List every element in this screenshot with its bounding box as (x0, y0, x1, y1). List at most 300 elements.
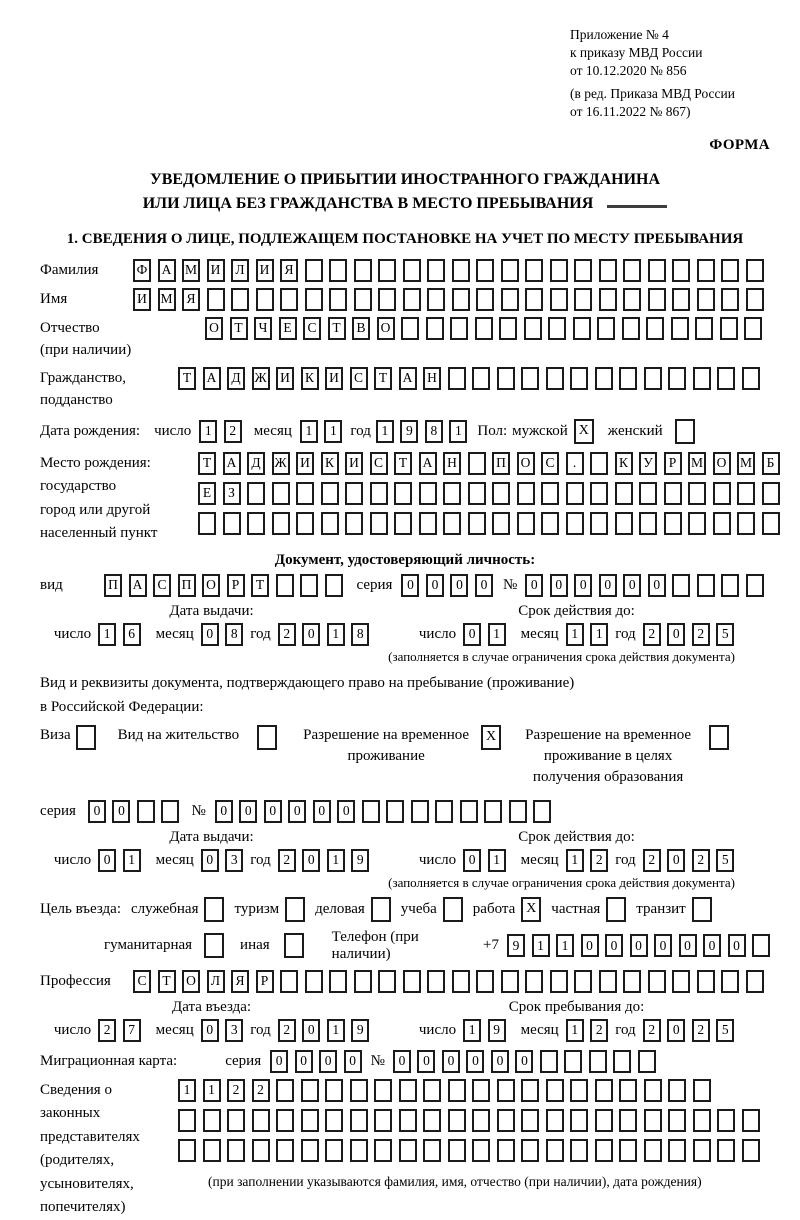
visa-checkbox[interactable] (76, 725, 96, 750)
purpose-official-checkbox[interactable] (204, 897, 224, 922)
form-cell[interactable] (672, 288, 690, 311)
form-cell[interactable] (613, 1050, 631, 1073)
form-cell[interactable]: С (153, 574, 171, 597)
form-cell[interactable]: 0 (313, 800, 331, 823)
form-cell[interactable] (252, 1139, 270, 1162)
form-cell[interactable]: К (321, 452, 339, 475)
form-cell[interactable] (574, 288, 592, 311)
form-cell[interactable] (203, 1139, 221, 1162)
form-cell[interactable] (693, 367, 711, 390)
form-cell[interactable] (223, 512, 241, 535)
form-cell[interactable] (276, 1139, 294, 1162)
form-cell[interactable] (227, 1139, 245, 1162)
purpose-private-checkbox[interactable] (606, 897, 626, 922)
form-cell[interactable]: 0 (667, 849, 685, 872)
form-cell[interactable]: 1 (488, 849, 506, 872)
male-checkbox[interactable]: X (574, 419, 594, 444)
form-cell[interactable] (720, 317, 738, 340)
form-cell[interactable]: 6 (123, 623, 141, 646)
form-cell[interactable]: 0 (574, 574, 592, 597)
form-cell[interactable] (475, 317, 493, 340)
form-cell[interactable]: М (737, 452, 755, 475)
form-cell[interactable] (272, 482, 290, 505)
form-cell[interactable] (742, 367, 760, 390)
form-cell[interactable]: Я (182, 288, 200, 311)
form-cell[interactable]: А (223, 452, 241, 475)
form-cell[interactable]: Н (423, 367, 441, 390)
form-cell[interactable] (423, 1109, 441, 1132)
form-cell[interactable] (619, 367, 637, 390)
form-cell[interactable] (443, 512, 461, 535)
form-cell[interactable]: 1 (98, 623, 116, 646)
form-cell[interactable]: 7 (123, 1019, 141, 1042)
form-cell[interactable] (497, 1079, 515, 1102)
form-cell[interactable] (644, 1079, 662, 1102)
form-cell[interactable] (525, 970, 543, 993)
form-cell[interactable]: 0 (319, 1050, 337, 1073)
form-cell[interactable] (623, 970, 641, 993)
form-cell[interactable] (403, 288, 421, 311)
form-cell[interactable] (468, 512, 486, 535)
form-cell[interactable] (570, 1139, 588, 1162)
form-cell[interactable]: 2 (643, 849, 661, 872)
form-cell[interactable]: 1 (327, 849, 345, 872)
form-cell[interactable] (468, 452, 486, 475)
form-cell[interactable] (301, 1139, 319, 1162)
form-cell[interactable] (546, 367, 564, 390)
form-cell[interactable] (231, 288, 249, 311)
form-cell[interactable] (325, 1109, 343, 1132)
form-cell[interactable]: 2 (227, 1079, 245, 1102)
form-cell[interactable] (619, 1079, 637, 1102)
form-cell[interactable]: 0 (654, 934, 672, 957)
form-cell[interactable] (296, 512, 314, 535)
form-cell[interactable]: 5 (716, 1019, 734, 1042)
form-cell[interactable] (599, 970, 617, 993)
form-cell[interactable]: 0 (302, 623, 320, 646)
form-cell[interactable]: 0 (442, 1050, 460, 1073)
form-cell[interactable]: Д (227, 367, 245, 390)
form-cell[interactable]: О (517, 452, 535, 475)
form-cell[interactable]: 0 (667, 1019, 685, 1042)
form-cell[interactable]: 1 (199, 420, 217, 443)
form-cell[interactable] (497, 1139, 515, 1162)
form-cell[interactable]: 1 (376, 420, 394, 443)
form-cell[interactable] (427, 288, 445, 311)
form-cell[interactable] (671, 317, 689, 340)
form-cell[interactable]: 0 (302, 1019, 320, 1042)
form-cell[interactable]: З (223, 482, 241, 505)
form-cell[interactable] (252, 1109, 270, 1132)
form-cell[interactable] (325, 1079, 343, 1102)
temp-residence-permit-checkbox[interactable]: X (481, 725, 501, 750)
form-cell[interactable] (374, 1109, 392, 1132)
form-cell[interactable]: А (399, 367, 417, 390)
form-cell[interactable]: Л (231, 259, 249, 282)
form-cell[interactable]: 0 (112, 800, 130, 823)
form-cell[interactable] (546, 1139, 564, 1162)
form-cell[interactable] (394, 482, 412, 505)
form-cell[interactable] (321, 512, 339, 535)
form-cell[interactable] (668, 1079, 686, 1102)
form-cell[interactable] (550, 259, 568, 282)
form-cell[interactable]: 8 (225, 623, 243, 646)
form-cell[interactable] (476, 259, 494, 282)
form-cell[interactable] (573, 317, 591, 340)
form-cell[interactable] (321, 482, 339, 505)
form-cell[interactable]: 0 (215, 800, 233, 823)
form-cell[interactable] (247, 512, 265, 535)
form-cell[interactable] (717, 1139, 735, 1162)
form-cell[interactable]: Я (231, 970, 249, 993)
form-cell[interactable]: Н (443, 452, 461, 475)
form-cell[interactable] (746, 288, 764, 311)
form-cell[interactable] (497, 367, 515, 390)
form-cell[interactable] (717, 367, 735, 390)
form-cell[interactable]: Т (328, 317, 346, 340)
form-cell[interactable] (370, 482, 388, 505)
form-cell[interactable] (354, 970, 372, 993)
residence-permit-checkbox[interactable] (257, 725, 277, 750)
form-cell[interactable] (305, 288, 323, 311)
form-cell[interactable]: 2 (590, 849, 608, 872)
form-cell[interactable] (668, 1139, 686, 1162)
form-cell[interactable]: Я (280, 259, 298, 282)
form-cell[interactable] (717, 1109, 735, 1132)
form-cell[interactable] (619, 1139, 637, 1162)
form-cell[interactable] (648, 288, 666, 311)
form-cell[interactable] (548, 317, 566, 340)
form-cell[interactable]: 1 (566, 1019, 584, 1042)
form-cell[interactable] (403, 259, 421, 282)
form-cell[interactable] (452, 288, 470, 311)
form-cell[interactable] (207, 288, 225, 311)
form-cell[interactable] (305, 259, 323, 282)
form-cell[interactable] (329, 259, 347, 282)
form-cell[interactable] (668, 1109, 686, 1132)
form-cell[interactable]: 0 (344, 1050, 362, 1073)
form-cell[interactable] (374, 1139, 392, 1162)
form-cell[interactable]: 0 (88, 800, 106, 823)
form-cell[interactable] (198, 512, 216, 535)
form-cell[interactable]: 2 (643, 1019, 661, 1042)
form-cell[interactable] (752, 934, 770, 957)
form-cell[interactable]: Б (762, 452, 780, 475)
form-cell[interactable]: У (639, 452, 657, 475)
form-cell[interactable]: 0 (270, 1050, 288, 1073)
form-cell[interactable] (697, 259, 715, 282)
form-cell[interactable]: П (104, 574, 122, 597)
form-cell[interactable]: Т (230, 317, 248, 340)
form-cell[interactable]: 0 (295, 1050, 313, 1073)
form-cell[interactable] (570, 367, 588, 390)
form-cell[interactable]: 1 (324, 420, 342, 443)
form-cell[interactable]: 9 (351, 849, 369, 872)
form-cell[interactable] (590, 482, 608, 505)
form-cell[interactable]: 2 (98, 1019, 116, 1042)
form-cell[interactable] (501, 970, 519, 993)
form-cell[interactable] (300, 574, 318, 597)
form-cell[interactable] (574, 970, 592, 993)
form-cell[interactable] (448, 367, 466, 390)
form-cell[interactable] (546, 1109, 564, 1132)
form-cell[interactable] (247, 482, 265, 505)
form-cell[interactable] (450, 317, 468, 340)
form-cell[interactable] (521, 1109, 539, 1132)
form-cell[interactable] (427, 970, 445, 993)
form-cell[interactable] (644, 1109, 662, 1132)
form-cell[interactable] (276, 1109, 294, 1132)
form-cell[interactable]: С (541, 452, 559, 475)
form-cell[interactable] (570, 1079, 588, 1102)
form-cell[interactable] (599, 288, 617, 311)
form-cell[interactable] (746, 259, 764, 282)
form-cell[interactable]: 0 (605, 934, 623, 957)
form-cell[interactable]: 0 (201, 623, 219, 646)
form-cell[interactable] (280, 970, 298, 993)
purpose-work-checkbox[interactable]: X (521, 897, 541, 922)
form-cell[interactable] (540, 1050, 558, 1073)
form-cell[interactable] (623, 288, 641, 311)
form-cell[interactable]: 0 (648, 574, 666, 597)
form-cell[interactable] (644, 1139, 662, 1162)
form-cell[interactable]: 2 (278, 623, 296, 646)
form-cell[interactable] (272, 512, 290, 535)
form-cell[interactable] (386, 800, 404, 823)
form-cell[interactable] (178, 1139, 196, 1162)
form-cell[interactable] (524, 317, 542, 340)
form-cell[interactable]: 1 (463, 1019, 481, 1042)
form-cell[interactable] (574, 259, 592, 282)
form-cell[interactable]: 1 (327, 1019, 345, 1042)
form-cell[interactable] (345, 482, 363, 505)
form-cell[interactable]: И (256, 259, 274, 282)
form-cell[interactable] (533, 800, 551, 823)
form-cell[interactable] (203, 1109, 221, 1132)
form-cell[interactable] (161, 800, 179, 823)
form-cell[interactable] (648, 970, 666, 993)
form-cell[interactable] (419, 482, 437, 505)
form-cell[interactable] (399, 1109, 417, 1132)
form-cell[interactable]: А (419, 452, 437, 475)
form-cell[interactable] (744, 317, 762, 340)
form-cell[interactable] (448, 1079, 466, 1102)
form-cell[interactable]: 0 (550, 574, 568, 597)
form-cell[interactable]: 1 (590, 623, 608, 646)
form-cell[interactable]: 9 (488, 1019, 506, 1042)
form-cell[interactable] (484, 800, 502, 823)
form-cell[interactable] (697, 970, 715, 993)
form-cell[interactable] (509, 800, 527, 823)
form-cell[interactable] (472, 1109, 490, 1132)
form-cell[interactable]: О (202, 574, 220, 597)
form-cell[interactable]: 2 (692, 1019, 710, 1042)
form-cell[interactable]: 3 (225, 1019, 243, 1042)
form-cell[interactable] (350, 1079, 368, 1102)
form-cell[interactable] (721, 259, 739, 282)
form-cell[interactable] (362, 800, 380, 823)
form-cell[interactable] (301, 1109, 319, 1132)
form-cell[interactable] (517, 482, 535, 505)
form-cell[interactable]: 1 (566, 623, 584, 646)
form-cell[interactable]: 0 (679, 934, 697, 957)
form-cell[interactable]: 8 (425, 420, 443, 443)
form-cell[interactable]: 0 (475, 574, 493, 597)
form-cell[interactable] (374, 1079, 392, 1102)
form-cell[interactable]: 0 (525, 574, 543, 597)
form-cell[interactable] (595, 1079, 613, 1102)
purpose-business-checkbox[interactable] (371, 897, 391, 922)
form-cell[interactable]: 0 (426, 574, 444, 597)
form-cell[interactable] (644, 367, 662, 390)
form-cell[interactable] (325, 1139, 343, 1162)
form-cell[interactable] (501, 288, 519, 311)
form-cell[interactable] (742, 1109, 760, 1132)
form-cell[interactable]: Т (251, 574, 269, 597)
form-cell[interactable] (296, 482, 314, 505)
form-cell[interactable] (589, 1050, 607, 1073)
form-cell[interactable] (742, 1139, 760, 1162)
form-cell[interactable] (472, 367, 490, 390)
form-cell[interactable] (590, 512, 608, 535)
form-cell[interactable]: 1 (203, 1079, 221, 1102)
form-cell[interactable] (476, 288, 494, 311)
purpose-study-checkbox[interactable] (443, 897, 463, 922)
form-cell[interactable]: 0 (401, 574, 419, 597)
form-cell[interactable] (746, 574, 764, 597)
form-cell[interactable]: И (345, 452, 363, 475)
form-cell[interactable] (746, 970, 764, 993)
form-cell[interactable] (443, 482, 461, 505)
form-cell[interactable] (697, 574, 715, 597)
form-cell[interactable] (370, 512, 388, 535)
form-cell[interactable]: С (350, 367, 368, 390)
form-cell[interactable] (737, 512, 755, 535)
form-cell[interactable] (378, 970, 396, 993)
form-cell[interactable] (550, 288, 568, 311)
form-cell[interactable] (713, 482, 731, 505)
form-cell[interactable] (525, 288, 543, 311)
form-cell[interactable]: 0 (98, 849, 116, 872)
form-cell[interactable]: 9 (507, 934, 525, 957)
form-cell[interactable]: 0 (630, 934, 648, 957)
form-cell[interactable] (423, 1139, 441, 1162)
form-cell[interactable]: Е (279, 317, 297, 340)
form-cell[interactable] (646, 317, 664, 340)
form-cell[interactable] (762, 482, 780, 505)
form-cell[interactable] (399, 1079, 417, 1102)
form-cell[interactable] (280, 288, 298, 311)
form-cell[interactable]: Р (227, 574, 245, 597)
form-cell[interactable]: А (203, 367, 221, 390)
form-cell[interactable]: 1 (532, 934, 550, 957)
form-cell[interactable] (460, 800, 478, 823)
form-cell[interactable]: 2 (278, 1019, 296, 1042)
form-cell[interactable]: 2 (252, 1079, 270, 1102)
form-cell[interactable]: 0 (515, 1050, 533, 1073)
form-cell[interactable]: Д (247, 452, 265, 475)
form-cell[interactable] (305, 970, 323, 993)
form-cell[interactable] (721, 574, 739, 597)
form-cell[interactable]: И (207, 259, 225, 282)
form-cell[interactable]: 1 (178, 1079, 196, 1102)
form-cell[interactable] (492, 512, 510, 535)
form-cell[interactable]: 0 (201, 849, 219, 872)
form-cell[interactable] (566, 482, 584, 505)
form-cell[interactable]: П (492, 452, 510, 475)
form-cell[interactable] (256, 288, 274, 311)
form-cell[interactable] (423, 1079, 441, 1102)
form-cell[interactable]: 0 (463, 849, 481, 872)
form-cell[interactable] (276, 574, 294, 597)
form-cell[interactable] (668, 367, 686, 390)
form-cell[interactable] (623, 259, 641, 282)
form-cell[interactable]: 0 (239, 800, 257, 823)
form-cell[interactable] (521, 1139, 539, 1162)
form-cell[interactable]: 9 (351, 1019, 369, 1042)
form-cell[interactable]: Ч (254, 317, 272, 340)
form-cell[interactable]: 1 (556, 934, 574, 957)
form-cell[interactable]: Ж (272, 452, 290, 475)
form-cell[interactable]: 1 (566, 849, 584, 872)
form-cell[interactable] (345, 512, 363, 535)
form-cell[interactable] (411, 800, 429, 823)
form-cell[interactable] (697, 288, 715, 311)
form-cell[interactable]: М (158, 288, 176, 311)
form-cell[interactable]: 0 (667, 623, 685, 646)
form-cell[interactable]: О (182, 970, 200, 993)
form-cell[interactable]: Р (664, 452, 682, 475)
form-cell[interactable]: И (325, 367, 343, 390)
form-cell[interactable]: 0 (288, 800, 306, 823)
form-cell[interactable] (693, 1109, 711, 1132)
form-cell[interactable]: И (276, 367, 294, 390)
form-cell[interactable]: П (178, 574, 196, 597)
form-cell[interactable] (622, 317, 640, 340)
form-cell[interactable]: 0 (463, 623, 481, 646)
form-cell[interactable]: 0 (337, 800, 355, 823)
form-cell[interactable] (762, 512, 780, 535)
purpose-tourism-checkbox[interactable] (285, 897, 305, 922)
form-cell[interactable] (639, 482, 657, 505)
form-cell[interactable] (566, 512, 584, 535)
form-cell[interactable] (137, 800, 155, 823)
form-cell[interactable]: 0 (302, 849, 320, 872)
form-cell[interactable] (472, 1139, 490, 1162)
form-cell[interactable]: Р (256, 970, 274, 993)
form-cell[interactable]: О (205, 317, 223, 340)
form-cell[interactable] (452, 259, 470, 282)
form-cell[interactable] (541, 482, 559, 505)
purpose-humanitarian-checkbox[interactable] (204, 933, 224, 958)
form-cell[interactable]: А (129, 574, 147, 597)
form-cell[interactable] (550, 970, 568, 993)
form-cell[interactable]: И (296, 452, 314, 475)
form-cell[interactable]: 0 (417, 1050, 435, 1073)
form-cell[interactable]: С (133, 970, 151, 993)
form-cell[interactable] (401, 317, 419, 340)
form-cell[interactable] (517, 512, 535, 535)
form-cell[interactable] (664, 512, 682, 535)
form-cell[interactable]: 9 (400, 420, 418, 443)
form-cell[interactable]: М (182, 259, 200, 282)
purpose-other-checkbox[interactable] (284, 933, 304, 958)
form-cell[interactable]: . (566, 452, 584, 475)
form-cell[interactable] (695, 317, 713, 340)
form-cell[interactable]: К (615, 452, 633, 475)
form-cell[interactable] (419, 512, 437, 535)
form-cell[interactable] (329, 288, 347, 311)
